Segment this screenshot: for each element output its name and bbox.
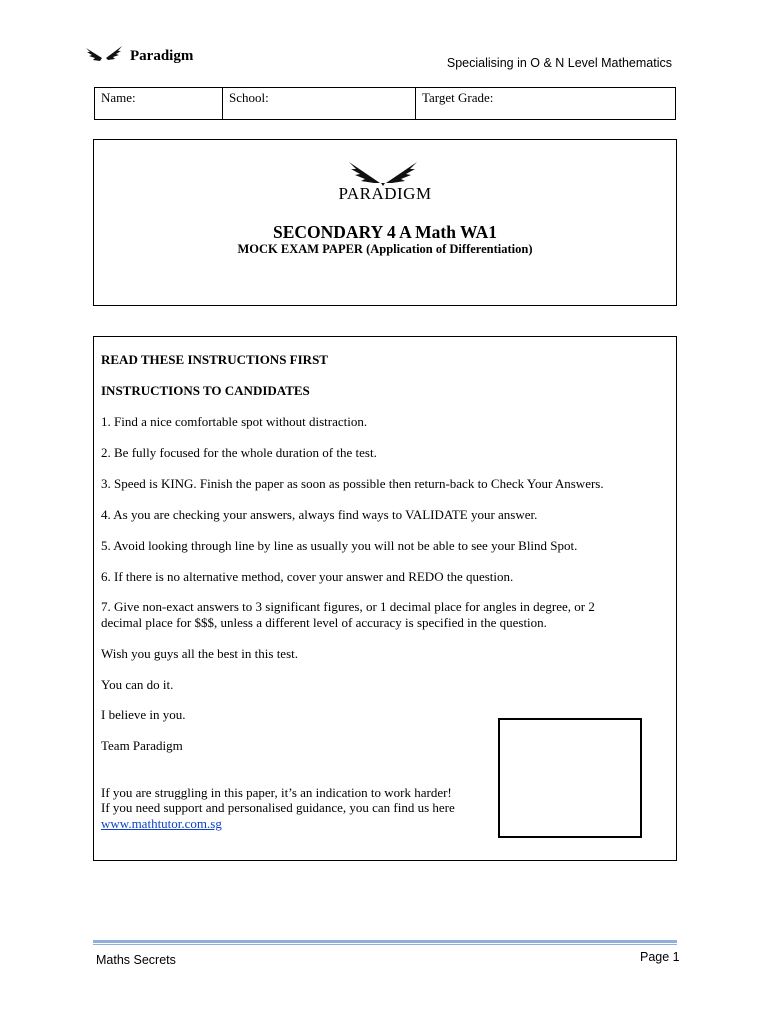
signature-line: Team Paradigm	[101, 738, 183, 753]
closing-line: If you need support and personalised guidance, you can find us here	[101, 800, 455, 815]
logo-text: PARADIGM	[338, 184, 432, 203]
footer-divider	[93, 944, 677, 945]
name-field[interactable]	[95, 88, 223, 119]
instruction-item-continued: decimal place for $$$, unless a different level of accuracy is specified in the question.	[101, 615, 547, 630]
instruction-item: 5. Avoid looking through line by line as usually you will not be able to see your Blind Spot.	[101, 538, 578, 553]
website-link[interactable]: www.mathtutor.com.sg	[101, 816, 222, 831]
instruction-item: 3. Speed is KING. Finish the paper as soon as possible then return-back to Check Your Answers.	[101, 476, 604, 491]
instruction-item: 7. Give non-exact answers to 3 significant figures, or 1 decimal place for angles in degree, or 2	[101, 599, 595, 614]
student-info-table	[94, 87, 676, 120]
instructions-subheading: INSTRUCTIONS TO CANDIDATES	[101, 383, 310, 398]
name-label: Name:	[101, 90, 136, 105]
instructions-box	[93, 336, 677, 861]
brand-name: Paradigm	[130, 47, 194, 64]
school-field[interactable]	[223, 88, 416, 119]
title-box	[93, 139, 677, 306]
footer-title: Maths Secrets	[96, 953, 176, 967]
instructions-heading: READ THESE INSTRUCTIONS FIRST	[101, 352, 328, 367]
school-label: School:	[229, 90, 269, 105]
wish-line: Wish you guys all the best in this test.	[101, 646, 298, 661]
footer-divider	[93, 940, 677, 943]
brand	[84, 44, 193, 68]
instruction-item: 2. Be fully focused for the whole duration of the test.	[101, 445, 377, 460]
instruction-item: 6. If there is no alternative method, cover your answer and REDO the question.	[101, 569, 514, 584]
target-grade-field[interactable]	[416, 88, 675, 119]
paper-subtitle: MOCK EXAM PAPER (Application of Differentiation)	[237, 242, 533, 256]
tagline: Specialising in O & N Level Mathematics	[446, 56, 672, 70]
closing-line: If you are struggling in this paper, it’s an indication to work harder!	[101, 785, 452, 800]
instruction-item: 4. As you are checking your answers, always find ways to VALIDATE your answer.	[101, 507, 538, 522]
paper-title: SECONDARY 4 A Math WA1	[273, 222, 497, 242]
wish-line: You can do it.	[101, 677, 174, 692]
wings-logo-icon	[84, 44, 124, 68]
empty-frame-box	[498, 718, 642, 838]
page-number: Page 1	[640, 950, 680, 964]
target-grade-label: Target Grade:	[422, 90, 494, 105]
instruction-item: 1. Find a nice comfortable spot without distraction.	[101, 414, 368, 429]
wish-line: I believe in you.	[101, 707, 186, 722]
wings-logo-icon	[347, 159, 419, 187]
